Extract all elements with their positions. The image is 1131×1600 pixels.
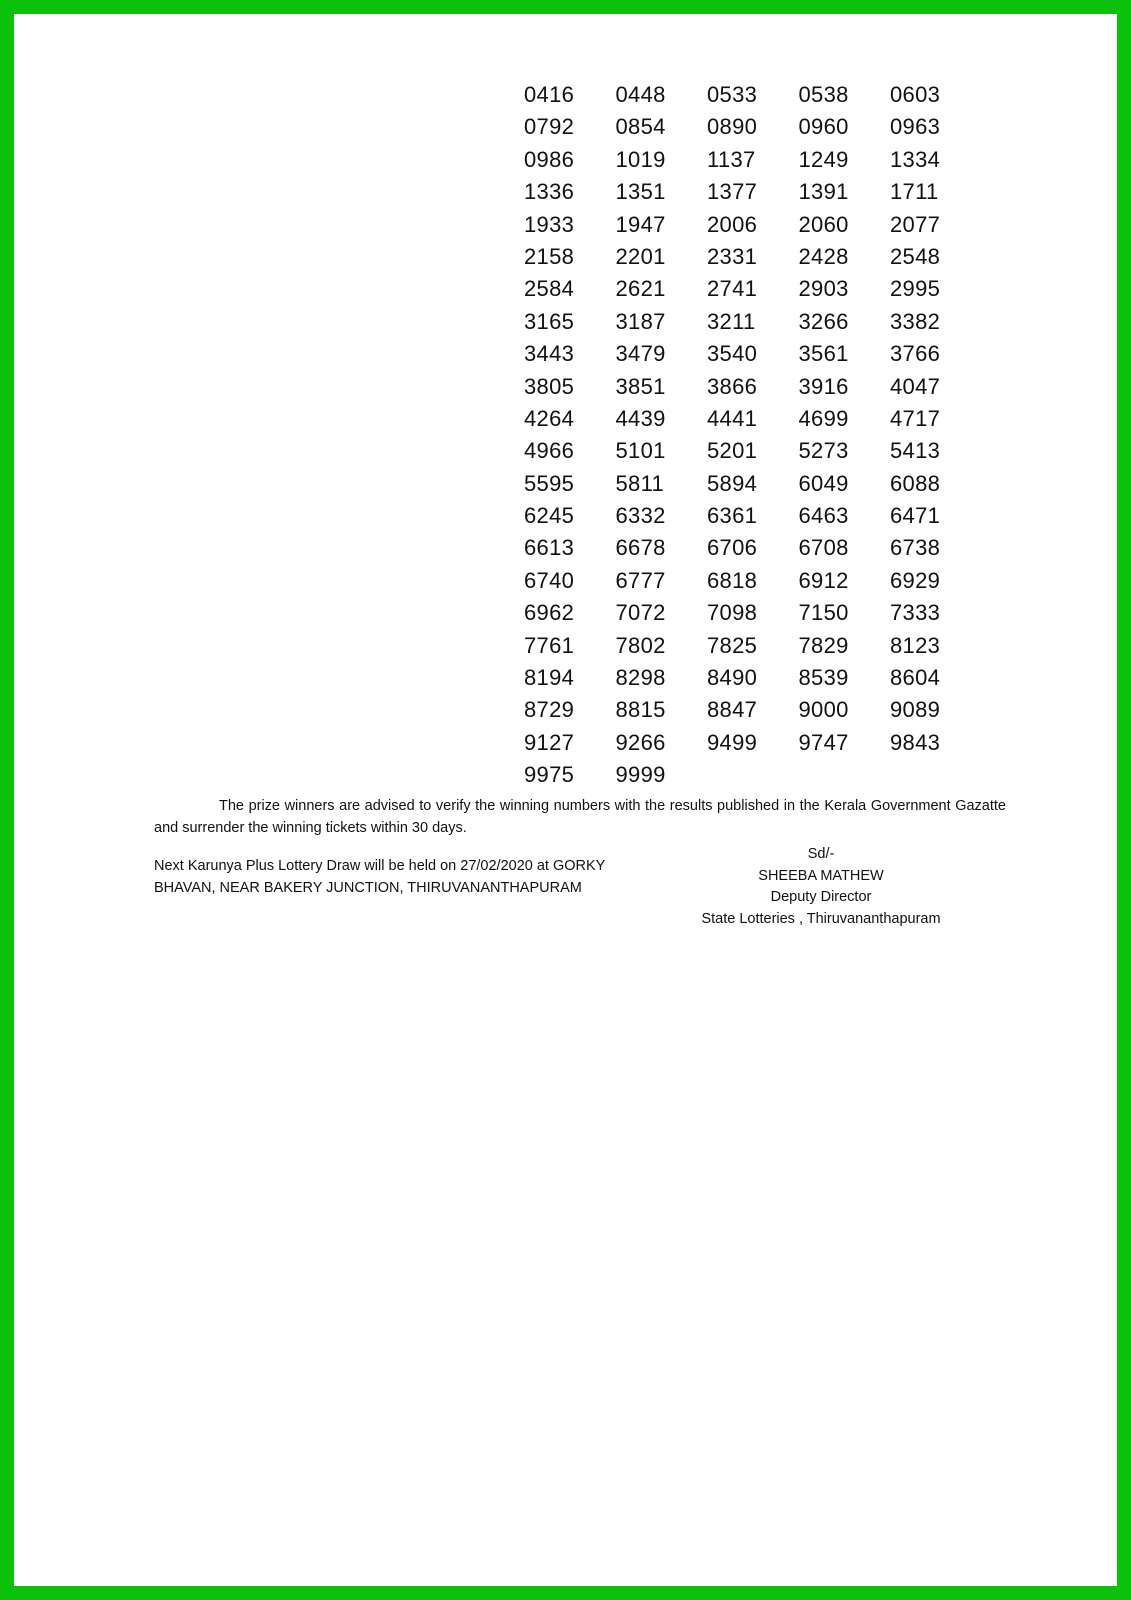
winning-number: 3766 <box>890 341 941 367</box>
winning-number: 6245 <box>524 503 575 529</box>
winning-number: 6361 <box>707 503 758 529</box>
winning-number: 0792 <box>524 114 575 140</box>
advisory-paragraph: The prize winners are advised to verify the winning numbers with the results published in the Kerala Government Gazatte and surrender the winning tickets within 30 days. <box>154 798 1006 836</box>
winning-number: 2621 <box>615 276 666 302</box>
winning-number: 4441 <box>707 405 758 431</box>
winning-number: 0448 <box>615 82 666 107</box>
winning-number: 4439 <box>615 405 666 431</box>
winning-number: 9000 <box>798 697 849 723</box>
signature-sd: Sd/- <box>807 846 835 862</box>
next-draw-line-2: BHAVAN, NEAR BAKERY JUNCTION, THIRUVANANTHAPURAM <box>154 880 582 896</box>
winning-number: 9127 <box>524 729 575 755</box>
winning-number: 0986 <box>524 146 575 172</box>
winning-number: 1334 <box>890 146 941 172</box>
winning-number: 0416 <box>524 82 575 107</box>
winning-number: 2201 <box>615 243 666 269</box>
winning-number: 1711 <box>890 179 939 205</box>
next-draw-notice <box>154 855 644 899</box>
winning-number: 1377 <box>707 179 758 205</box>
winning-number: 7072 <box>615 600 666 626</box>
winning-number: 9747 <box>798 729 849 755</box>
winning-number: 9089 <box>890 697 941 723</box>
winning-number: 3851 <box>615 373 666 399</box>
winning-number: 8729 <box>524 697 575 723</box>
winning-number: 3916 <box>798 373 849 399</box>
winning-number: 4717 <box>890 405 941 431</box>
next-draw-line-1: Next Karunya Plus Lottery Draw will be held on 27/02/2020 at GORKY <box>154 858 606 874</box>
winning-number: 8604 <box>890 665 941 691</box>
signatory-department: State Lotteries , Thiruvananthapuram <box>701 910 941 927</box>
winning-number: 9266 <box>615 729 666 755</box>
winning-number: 0890 <box>707 114 758 140</box>
winning-number: 2741 <box>707 276 758 302</box>
winning-number: 9975 <box>524 762 575 788</box>
winning-number: 9499 <box>707 729 758 755</box>
winning-number: 0854 <box>615 114 666 140</box>
winning-number: 6740 <box>524 567 575 593</box>
winning-number: 8298 <box>615 665 666 691</box>
winning-number: 7802 <box>615 632 666 658</box>
winning-number: 3443 <box>524 341 575 367</box>
winning-number: 2077 <box>890 211 941 237</box>
winning-number: 5413 <box>890 438 941 464</box>
winning-number: 6777 <box>615 567 666 593</box>
winning-number: 5201 <box>707 438 758 464</box>
winning-number: 5894 <box>707 470 758 496</box>
winning-number: 0603 <box>890 82 941 107</box>
winning-number: 1249 <box>798 146 849 172</box>
winning-number: 9999 <box>615 762 666 788</box>
winning-number: 0533 <box>707 82 758 107</box>
winning-number: 2903 <box>798 276 849 302</box>
winning-number: 6962 <box>524 600 575 626</box>
winning-number: 3540 <box>707 341 758 367</box>
winning-number: 3165 <box>524 308 575 334</box>
winning-number: 3805 <box>524 373 575 399</box>
winning-number: 6818 <box>707 567 758 593</box>
winning-number: 7761 <box>524 632 575 658</box>
signatory-designation: Deputy Director <box>770 889 872 905</box>
winning-number: 4264 <box>524 405 575 431</box>
winning-number: 6912 <box>798 567 849 593</box>
winning-number: 6613 <box>524 535 575 561</box>
winning-number: 8123 <box>890 632 941 658</box>
winning-number: 6706 <box>707 535 758 561</box>
winning-number: 0960 <box>798 114 849 140</box>
winning-number: 5273 <box>798 438 849 464</box>
winning-number: 3187 <box>615 308 666 334</box>
winning-number: 4966 <box>524 438 575 464</box>
winning-number: 6929 <box>890 567 941 593</box>
winning-number: 8194 <box>524 665 575 691</box>
winning-number: 3479 <box>615 341 666 367</box>
winning-number: 3211 <box>707 308 756 334</box>
winning-number: 2006 <box>707 211 758 237</box>
winning-number: 5811 <box>615 470 665 496</box>
winning-number: 2060 <box>798 211 849 237</box>
winning-number: 2331 <box>707 243 758 269</box>
winning-number: 1351 <box>615 179 666 205</box>
winning-number: 4699 <box>798 405 849 431</box>
winning-number: 2584 <box>524 276 575 302</box>
winning-number: 2428 <box>798 243 849 269</box>
winning-numbers-grid <box>524 79 982 792</box>
winning-number: 6738 <box>890 535 941 561</box>
winning-number: 6049 <box>798 470 849 496</box>
winning-number: 7150 <box>798 600 849 626</box>
winning-number: 0538 <box>798 82 849 107</box>
winning-number: 2158 <box>524 243 575 269</box>
winning-number: 2548 <box>890 243 941 269</box>
winning-number: 1019 <box>615 146 666 172</box>
winning-number: 1933 <box>524 211 575 237</box>
winning-number: 5101 <box>615 438 666 464</box>
winning-number: 5595 <box>524 470 575 496</box>
winning-number: 1947 <box>615 211 666 237</box>
winning-number: 7333 <box>890 600 941 626</box>
winning-number: 3561 <box>798 341 849 367</box>
winning-number: 3266 <box>798 308 849 334</box>
winning-number: 7098 <box>707 600 758 626</box>
winning-number: 6332 <box>615 503 666 529</box>
winning-number: 1336 <box>524 179 575 205</box>
winning-number: 8539 <box>798 665 849 691</box>
winning-number: 7825 <box>707 632 758 658</box>
winning-number: 1391 <box>798 179 849 205</box>
winning-number: 2995 <box>890 276 941 302</box>
winning-number: 3382 <box>890 308 941 334</box>
winning-number: 8490 <box>707 665 758 691</box>
winning-number: 9843 <box>890 729 941 755</box>
winning-number: 0963 <box>890 114 941 140</box>
winning-number: 6471 <box>890 503 941 529</box>
winning-number: 8847 <box>707 697 758 723</box>
signature-block <box>674 844 968 930</box>
winning-number: 6678 <box>615 535 666 561</box>
winning-number: 4047 <box>890 373 941 399</box>
winning-number: 6463 <box>798 503 849 529</box>
winning-number: 7829 <box>798 632 849 658</box>
winning-number: 6088 <box>890 470 941 496</box>
winning-number: 8815 <box>615 697 666 723</box>
winning-number: 6708 <box>798 535 849 561</box>
winning-number: 3866 <box>707 373 758 399</box>
signatory-name: SHEEBA MATHEW <box>758 867 884 884</box>
winning-number: 1137 <box>707 146 756 172</box>
